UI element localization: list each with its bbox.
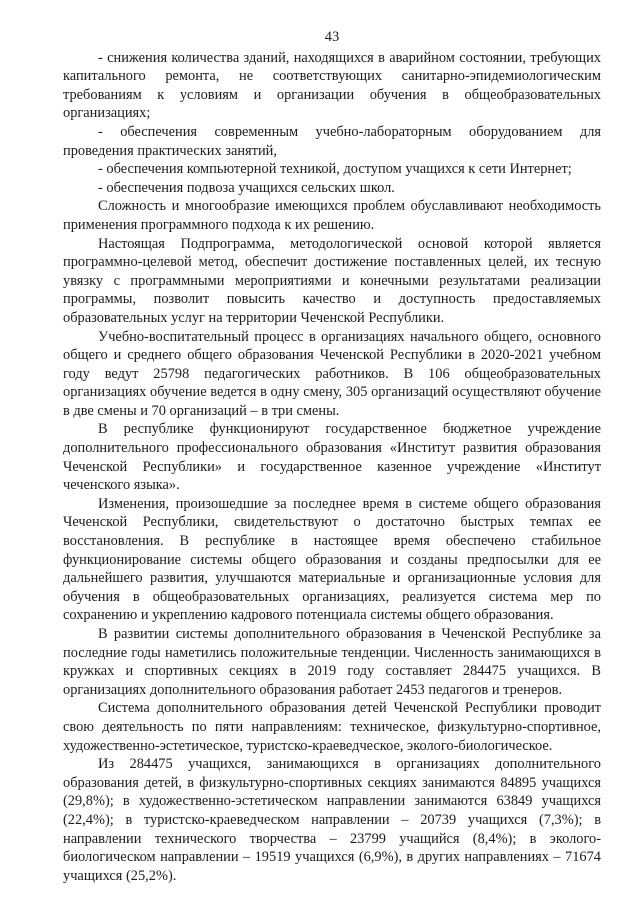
document-page <box>63 28 601 885</box>
page-number: 43 <box>324 29 340 45</box>
paragraph: Учебно-воспитательный процесс в организациях начального общего, основного общего и среднего общего образования Чеченской Республики в 2020-2021 учебном году ведут 25798 педагогических работников. В 106 общеобразовательных организациях обучение ведется в одну смену, 305 организаций осуществляют обучение в две смены и 70 организаций – в три смены. <box>63 328 601 419</box>
paragraph: Из 284475 учащихся, занимающихся в организациях дополнительного образования детей, в физкультурно-спортивных секциях занимаются 84895 учащихся (29,8%); в художественно-эстетическом направлении занимаются 63849 учащихся (22,4%); в туристско-краеведческом направлении – 20739 учащихся (7,3%); в направлении технического творчества – 23799 учащийся (8,4%); в эколого-биологическом направлении – 19519 учащихся (6,9%), в других направлениях – 71674 учащихся (25,2%). <box>63 756 601 884</box>
paragraph: Настоящая Подпрограмма, методологической основой которой является программно-целевой метод, обеспечит достижение поставленных целей, их тесную увязку с программными мероприятиями и конечными результатами реализации программы, позволит повысить качество и доступность предоставляемых образовательных услуг на территории Чеченской Республики. <box>63 235 601 326</box>
paragraph: - обеспечения современным учебно-лабораторным оборудованием для проведения практических занятий, <box>63 123 601 159</box>
paragraph: - обеспечения компьютерной техникой, доступом учащихся к сети Интернет; <box>98 161 572 178</box>
paragraph: - снижения количества зданий, находящихся в аварийном состоянии, требующих капитального ремонта, не соответствующих санитарно-эпидемиологическим требованиям к условиям и организации обучения в общеобразовательных организациях; <box>63 49 601 122</box>
paragraph: В развитии системы дополнительного образования в Чеченской Республике за последние годы наметились положительные тенденции. Численность занимающихся в кружках и спортивных секциях в 2019 году составляет 284475 учащихся. В организациях дополнительного образования работает 2453 педагогов и тренеров. <box>63 626 601 698</box>
paragraph: Изменения, произошедшие за последнее время в системе общего образования Чеченской Республики, свидетельствуют о достаточно быстрых темпах ее восстановления. В республике в настоящее время обеспечено стабильное функционирование системы общего образования и созданы предпосылки для ее дальнейшего развития, улучшаются материальные и организационные условия для обучения в общеобразовательных организациях, реализуется система мер по сохранению и укреплению кадрового потенциала системы общего образования. <box>63 495 601 624</box>
paragraph: Сложность и многообразие имеющихся проблем обуславливают необходимость применения программного подхода к их решению. <box>63 198 601 233</box>
paragraph: В республике функционируют государственное бюджетное учреждение дополнительного профессионального образования «Институт развития образования Чеченской Республики» и государственное казенное учреждение «Институт чеченского языка». <box>63 421 601 494</box>
paragraph: Система дополнительного образования детей Чеченской Республики проводит свою деятельность по пяти направлениям: техническое, физкультурно-спортивное, художественно-эстетическое, туристско-краеведческое, эколого-биологическое. <box>63 700 601 754</box>
paragraph: - обеспечения подвоза учащихся сельских школ. <box>98 179 395 196</box>
